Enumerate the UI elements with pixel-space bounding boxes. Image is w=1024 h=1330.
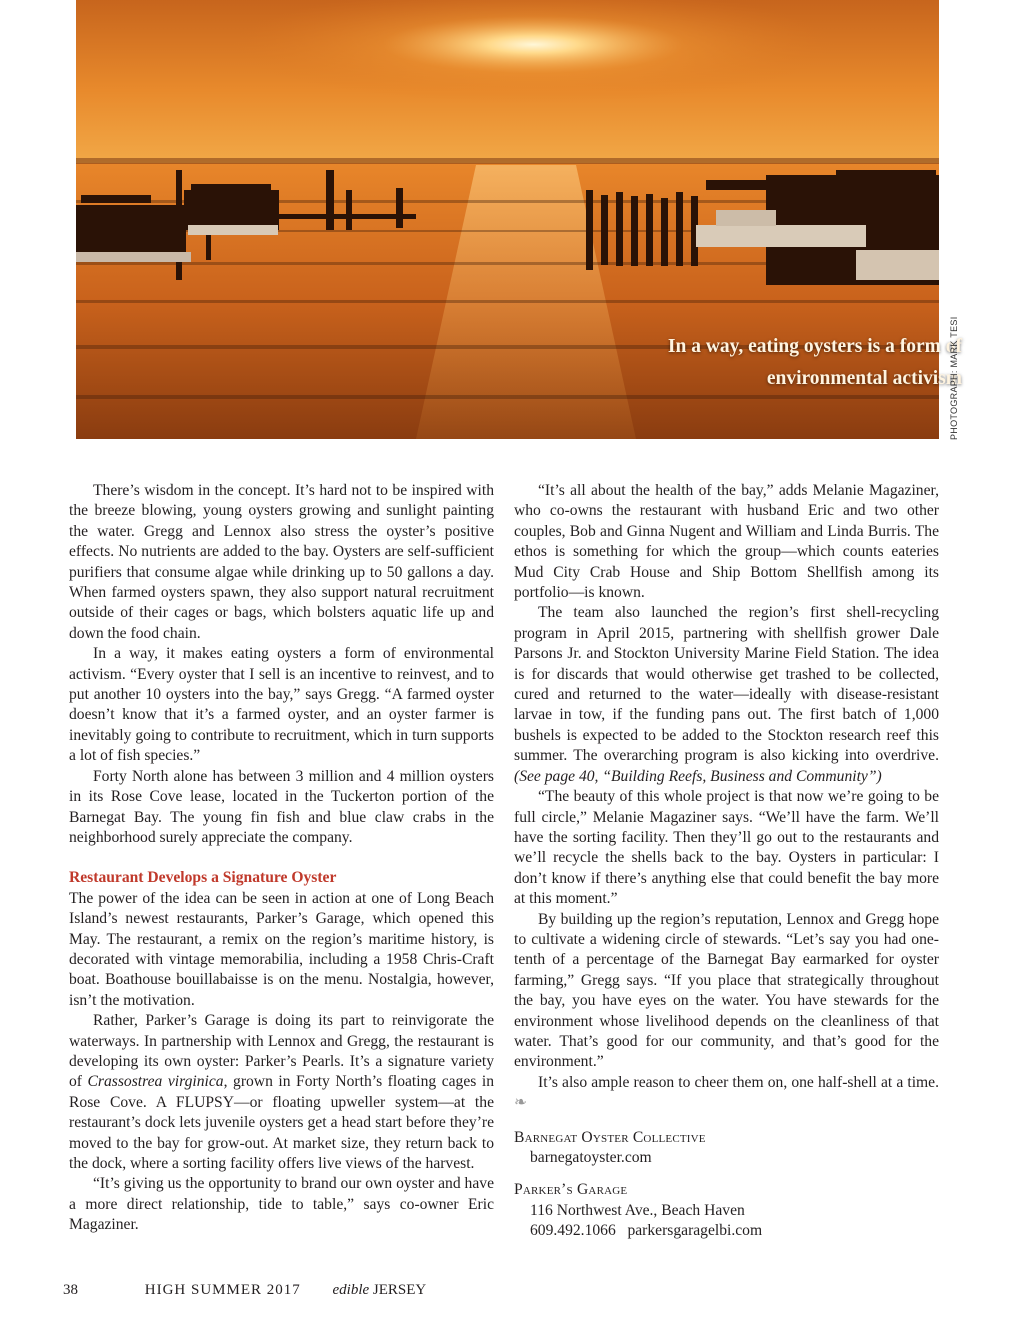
left-column [69, 481, 494, 1236]
section-subhead: Restaurant Develops a Signature Oyster [69, 869, 337, 887]
issue-label: HIGH SUMMER 2017 [144, 1282, 301, 1298]
p5-text-b: , grown in Forty North’s floating cages in Rose Cove. A FLUPSY—or floating upweller system—at the restaurant’s dock lets juvenile oysters get a head start before they’re moved to the bay for grow-out. At market size, they return back to the dock, where a sorting facility offers live views of the harvest. [69, 1073, 494, 1172]
species-name: Crassostrea virginica [87, 1073, 224, 1091]
contact-parkers [514, 1180, 939, 1241]
closing-text: It’s also ample reason to cheer them on, one half-shell at a time. [538, 1073, 939, 1091]
publication-name [333, 1282, 427, 1299]
see-page-reference: (See page 40, “Building Reefs, Business and Community”) [514, 767, 882, 785]
contact-address: 116 Northwest Ave., Beach Haven [530, 1201, 745, 1219]
p5-text-a: Rather, Parker’s Garage is doing its part to reinvigorate the waterways. In partnership with Lennox and Gregg, the restaurant is developing its own oyster: Parker’s Pearls. It’s a signature variety of [69, 1012, 494, 1091]
left-paragraph-4: The power of the idea can be seen in action at one of Long Beach Island’s newest restaurants, Parker’s Garage, which opened this May. The restaurant, a remix on the region’s maritime history, is decorated with vintage memorabilia, including a 1958 Chris-Craft boat. Boathouse bouillabaisse is on the menu. Nostalgia, however, isn’t the motivation. [69, 889, 494, 1009]
end-ornament-icon: ❧ [514, 1094, 528, 1112]
contact-name: Barnegat Oyster Collective [514, 1128, 706, 1146]
right-paragraph-2 [514, 603, 939, 787]
left-paragraph-2: In a way, it makes eating oysters a form of environmental activism. “Every oyster that I sell is an incentive to reinvest, and to put another 10 oysters into the bay,” says Gregg. “A farmed oyster doesn’t know that it’s a farmed oyster, and an oyster farmer is inevitably going to contribute to recruitment, which in turn supports a lot of fish species.” [69, 645, 494, 765]
caption-line-1: In a way, eating oysters is a form of [667, 336, 962, 357]
photo-credit: PHOTOGRAPH: MARK TESI [949, 316, 959, 440]
left-paragraph-3: Forty North alone has between 3 million and 4 million oysters in its Rose Cove lease, located in the Tuckerton portion of the Barnegat Bay. The young fin fish and blue claw crabs in the neighborhood surely appreciate the company. [69, 767, 494, 846]
caption-line-2: environmental activism [766, 368, 962, 389]
p2-text: The team also launched the region’s first shell-recycling program in April 2015, partnering with shellfish grower Dale Parsons Jr. and Stockton University Marine Field Station. The idea is for discards that would otherwise get trashed to be collected, cured and returned to the water—ideally with disease-resistant larvae in tow, if the funding pans out. The first batch of 1,000 bushels is expected to be added to the Stockton research reef this summer. The overarching program is also kicking into overdrive. [514, 604, 939, 765]
right-paragraph-4: By building up the region’s reputation, Lennox and Gregg hope to cultivate a widening circle of stewards. “Let’s say you had one-tenth of a percentage of the Barnegat Bay earmarked for oyster farming,” Gregg says. “If you place that strategically throughout the bay, you have eyes on the water. You have stewards for the environment whose livelihood depends on the cleanliness of that water. That’s good for our community, and that’s good for the environment.” [514, 910, 939, 1071]
left-paragraph-5 [69, 1011, 494, 1174]
page-footer [63, 1282, 426, 1299]
right-paragraph-5 [514, 1073, 939, 1114]
contact-name: Parker’s Garage [514, 1181, 628, 1199]
publication-jersey: JERSEY [372, 1282, 427, 1298]
right-paragraph-3: “The beauty of this whole project is that now we’re going to be full circle,” Melanie Magaziner says. “We’ll have the farm. We’ll have the sorting facility. Then they’ll go out to the restaurants and we’ll recycle the shells back to the bay. Oysters in particular: I don’t know if there’s anything else that could benefit the bay more at this moment.” [514, 788, 939, 908]
contact-phone-web: 609.492.1066 parkersgaragelbi.com [530, 1222, 763, 1240]
contact-website-link[interactable]: barnegatoyster.com [530, 1149, 652, 1166]
contact-barnegat [514, 1128, 939, 1169]
page-number: 38 [63, 1282, 78, 1298]
right-paragraph-1: “It’s all about the health of the bay,” adds Melanie Magaziner, who co-owns the restaurant with husband Eric and two other couples, Bob and Ginna Nugent and William and Linda Burris. The ethos is something for which the group—which counts eateries Mud City Crab House and Ship Bottom Shellfish among its portfolio—is known. [514, 482, 939, 602]
right-column [514, 481, 939, 1242]
publication-edible: edible [332, 1282, 370, 1298]
left-paragraph-6: “It’s giving us the opportunity to brand our own oyster and have a more direct relationship, tide to table,” says co-owner Eric Magaziner. [69, 1175, 494, 1234]
photo-caption [602, 331, 962, 395]
left-paragraph-1: There’s wisdom in the concept. It’s hard not to be inspired with the breeze blowing, young oysters growing and sunlight painting the water. Gregg and Lennox also stress the oyster’s positive effects. No nutrients are added to the bay. Oysters are self-sufficient purifiers that consume algae while drinking up to 50 gallons a day. When farmed oysters spawn, they also support natural recruitment outside of their cages or bags, which bolsters aquatic life up and down the food chain. [69, 482, 494, 642]
